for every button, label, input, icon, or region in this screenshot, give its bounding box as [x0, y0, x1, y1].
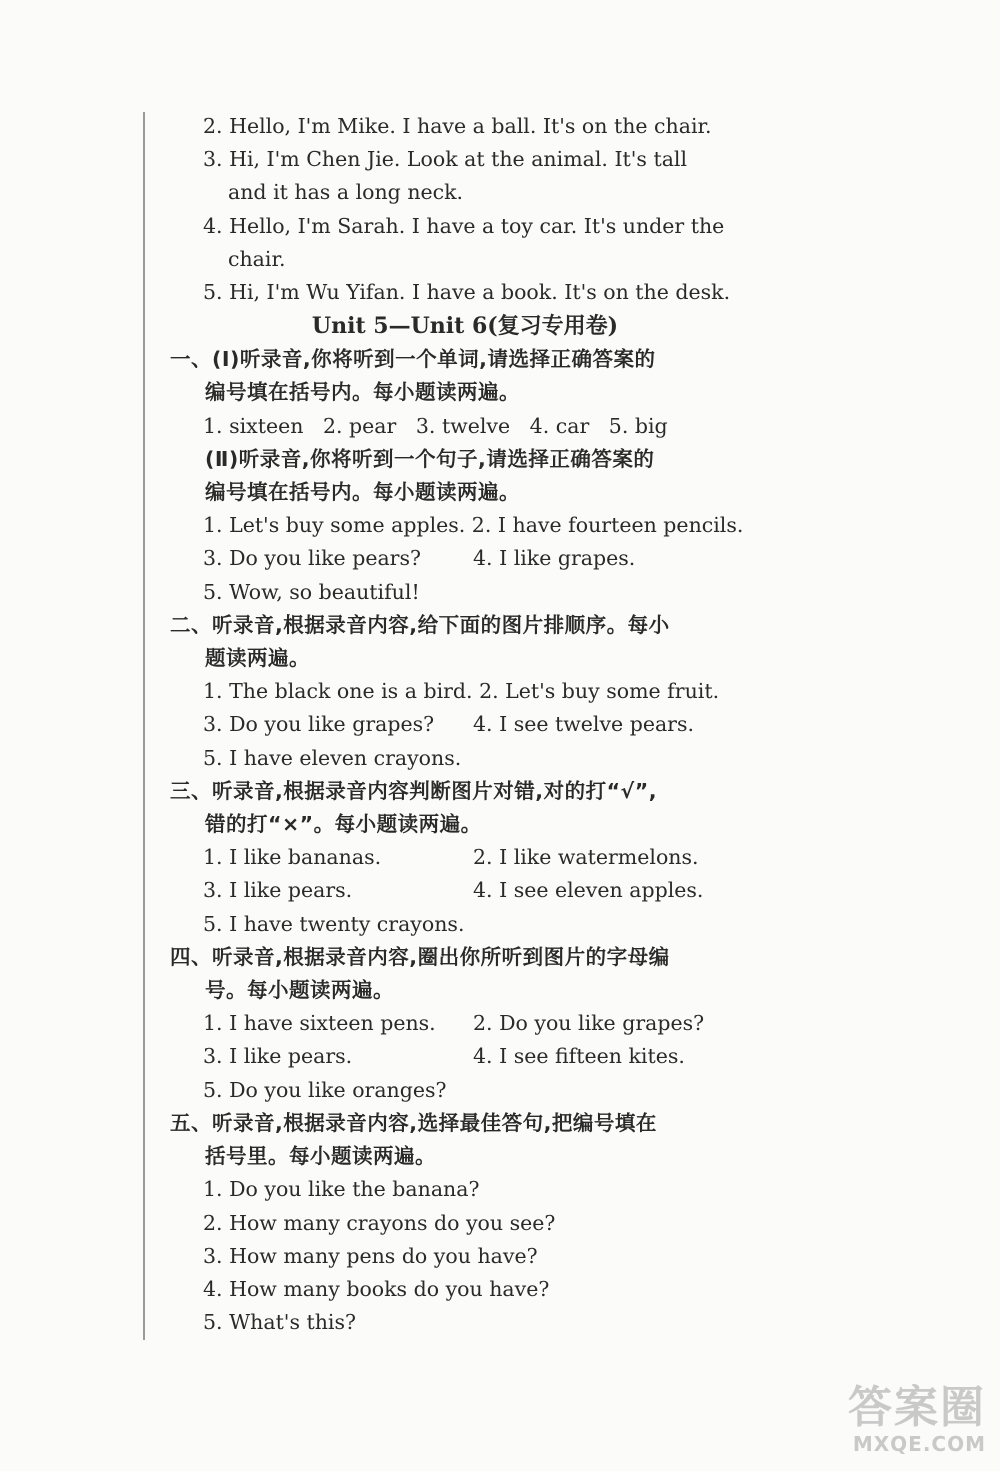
s1-item-4: 4. I like grapes. [473, 546, 636, 571]
s2-line-2 [170, 708, 750, 741]
top-item-2: 2. Hello, I'm Mike. I have a ball. It's on the chair. [203, 114, 712, 138]
s2-item-4: 4. I see twelve pears. [473, 712, 695, 737]
s4-item-4: 4. I see fifteen kites. [473, 1044, 685, 1069]
top-item-3: 3. Hi, I'm Chen Jie. Look at the animal. It's tall [203, 147, 688, 172]
s5-item-5: 5. What's this? [203, 1310, 356, 1335]
s1-heading-3: (Ⅱ)听录音,你将听到一个句子,请选择正确答案的 [205, 446, 655, 471]
s5-item-1: 1. Do you like the banana? [203, 1177, 480, 1202]
top-item-4-cont: chair. [228, 246, 286, 271]
s2-heading-2: 题读两遍。 [205, 646, 310, 671]
top-item-4: 4. Hello, I'm Sarah. I have a toy car. It's under the [203, 213, 725, 238]
s4-heading-1: 四、听录音,根据录音内容,圈出你所听到图片的字母编 [170, 944, 670, 969]
s5-heading-2: 括号里。每小题读两遍。 [205, 1144, 436, 1169]
s4-item-3: 3. I like pears. [203, 1044, 353, 1069]
watermark-url: MXQE.COM [852, 1432, 986, 1456]
s3-item-3: 3. I like pears. [203, 878, 353, 903]
s2-line-3: 5. I have eleven crayons. [203, 745, 462, 770]
s3-item-1: 1. I like bananas. [203, 845, 382, 870]
s3-item-2: 2. I like watermelons. [473, 845, 699, 870]
s2-line-1: 1. The black one is a bird. 2. Let's buy some fruit. [203, 679, 720, 704]
s1-heading-4: 编号填在括号内。每小题读两遍。 [205, 480, 520, 505]
top-item-5: 5. Hi, I'm Wu Yifan. I have a book. It's on the desk. [203, 280, 731, 305]
s1-words: 1. sixteen 2. pear 3. twelve 4. car 5. big [203, 413, 668, 438]
s4-item-1: 1. I have sixteen pens. [203, 1011, 436, 1036]
s4-line-3: 5. Do you like oranges? [203, 1077, 447, 1102]
s4-line-2 [170, 1040, 750, 1073]
s5-heading-1: 五、听录音,根据录音内容,选择最佳答句,把编号填在 [170, 1110, 657, 1135]
s4-item-2: 2. Do you like grapes? [473, 1011, 705, 1036]
s1-line-1: 1. Let's buy some apples. 2. I have fourteen pencils. [203, 513, 744, 538]
s5-item-2: 2. How many crayons do you see? [203, 1210, 556, 1235]
s3-heading-2: 错的打“×”。每小题读两遍。 [205, 812, 482, 837]
s3-heading-1: 三、听录音,根据录音内容判断图片对错,对的打“√”, [170, 778, 657, 803]
s1-heading-2: 编号填在括号内。每小题读两遍。 [205, 380, 520, 405]
top-item-3-cont: and it has a long neck. [228, 180, 464, 205]
s4-heading-2: 号。每小题读两遍。 [205, 978, 394, 1003]
watermark [786, 1383, 986, 1463]
s3-item-4: 4. I see eleven apples. [473, 878, 704, 903]
s2-item-3: 3. Do you like grapes? [203, 712, 435, 737]
s3-line-1 [170, 841, 750, 874]
s1-line-2 [170, 542, 750, 575]
s1-heading-1: 一、(Ⅰ)听录音,你将听到一个单词,请选择正确答案的 [170, 347, 656, 372]
s3-line-3: 5. I have twenty crayons. [203, 911, 465, 936]
s1-line-3: 5. Wow, so beautiful! [203, 579, 420, 604]
s4-line-1 [170, 1007, 750, 1040]
s5-item-3: 3. How many pens do you have? [203, 1243, 538, 1268]
content-column [170, 110, 750, 1339]
s3-line-2 [170, 874, 750, 907]
s2-heading-1: 二、听录音,根据录音内容,给下面的图片排顺序。每小 [170, 612, 670, 637]
unit-title: Unit 5—Unit 6(复习专用卷) [311, 313, 619, 340]
s5-item-4: 4. How many books do you have? [203, 1276, 550, 1301]
margin-rule [143, 112, 145, 1340]
watermark-logo: 答案圈 [848, 1382, 986, 1433]
s1-item-3: 3. Do you like pears? [203, 546, 421, 571]
